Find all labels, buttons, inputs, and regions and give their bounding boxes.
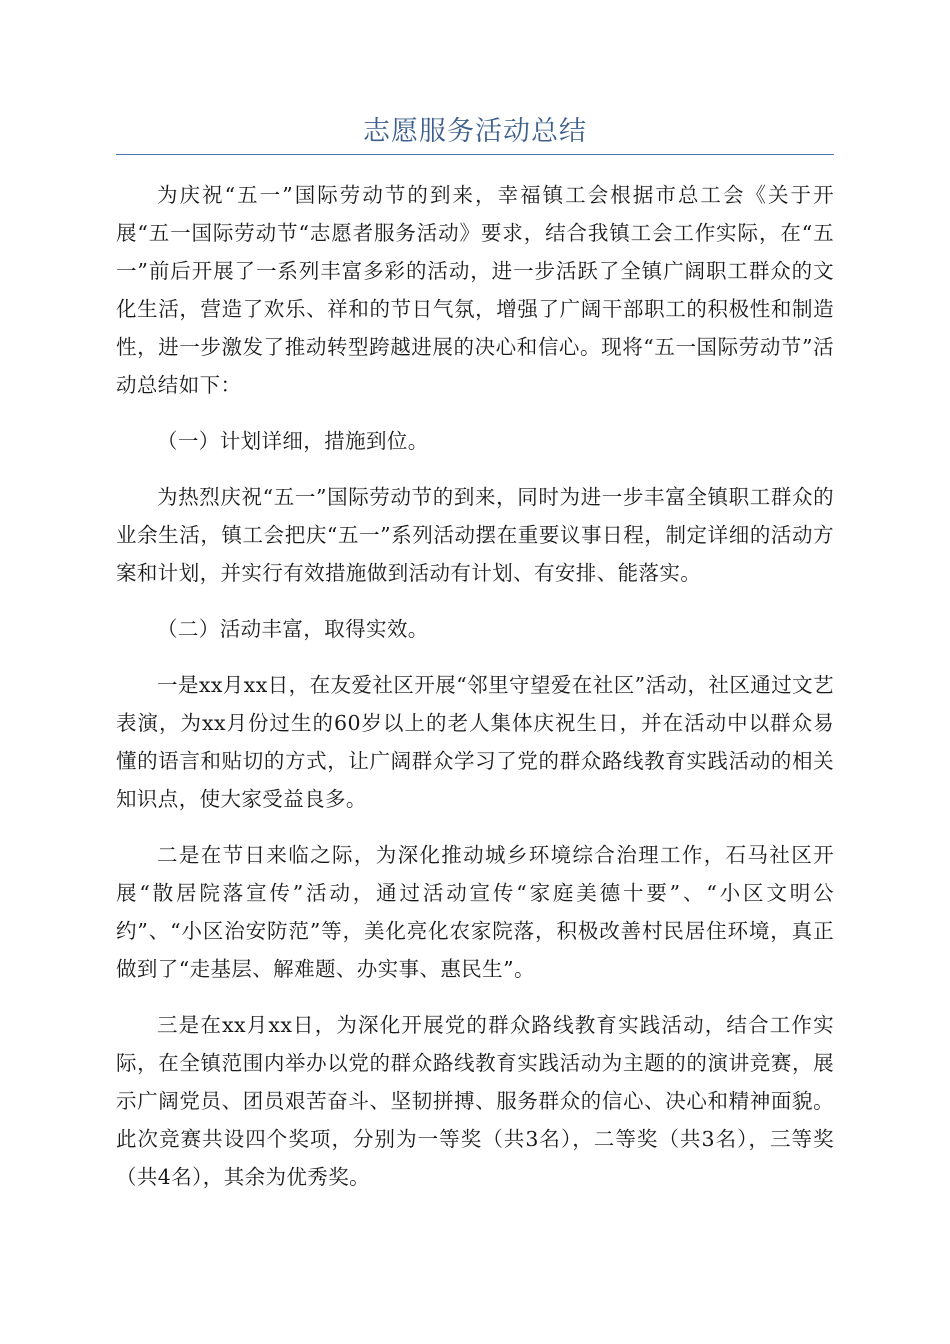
activity-item-3: 三是在xx月xx日，为深化开展党的群众路线教育实践活动，结合工作实际，在全镇范围内举办以党的群众路线教育实践活动为主题的的演讲竞赛，展示广阔党员、团员艰苦奋斗、坚韧拼搏、服务群众的信心、决心和精神面貌。此次竞赛共设四个奖项，分别为一等奖（共3名），二等奖（共3名），三等奖（共4名），其余为优秀奖。 xyxy=(116,1013,834,1189)
intro-paragraph: 为庆祝“五一”国际劳动节的到来，幸福镇工会根据市总工会《关于开展“五一国际劳动节“志愿者服务活动》要求，结合我镇工会工作实际，在“五一”前后开展了一系列丰富多彩的活动，进一步活跃了全镇广阔职工群众的文化生活，营造了欢乐、祥和的节日气氛，增强了广阔干部职工的积极性和制造性，进一步激发了推动转型跨越进展的决心和信心。现将“五一国际劳动节”活动总结如下： xyxy=(116,183,834,397)
title-underline xyxy=(116,154,834,155)
activity-item-1: 一是xx月xx日，在友爱社区开展“邻里守望爱在社区”活动，社区通过文艺表演，为xx月份过生的60岁以上的老人集体庆祝生日，并在活动中以群众易懂的语言和贴切的方式，让广阔群众学习了党的群众路线教育实践活动的相关知识点，使大家受益良多。 xyxy=(116,673,834,811)
document-body xyxy=(116,176,834,1214)
document-title: 志愿服务活动总结 xyxy=(363,116,587,147)
section-2-heading: （二）活动丰富，取得实效。 xyxy=(157,617,429,641)
activity-item-2: 二是在节日来临之际，为深化推动城乡环境综合治理工作，石马社区开展“散居院落宣传”活动，通过活动宣传“家庭美德十要”、“小区文明公约”、“小区治安防范”等，美化亮化农家院落，积极改善村民居住环境，真正做到了“走基层、解难题、办实事、惠民生”。 xyxy=(116,843,834,981)
section-1-heading: （一）计划详细，措施到位。 xyxy=(157,429,429,453)
section-1-paragraph: 为热烈庆祝“五一”国际劳动节的到来，同时为进一步丰富全镇职工群众的业余生活，镇工会把庆“五一”系列活动摆在重要议事日程，制定详细的活动方案和计划，并实行有效措施做到活动有计划、有安排、能落实。 xyxy=(116,485,834,585)
